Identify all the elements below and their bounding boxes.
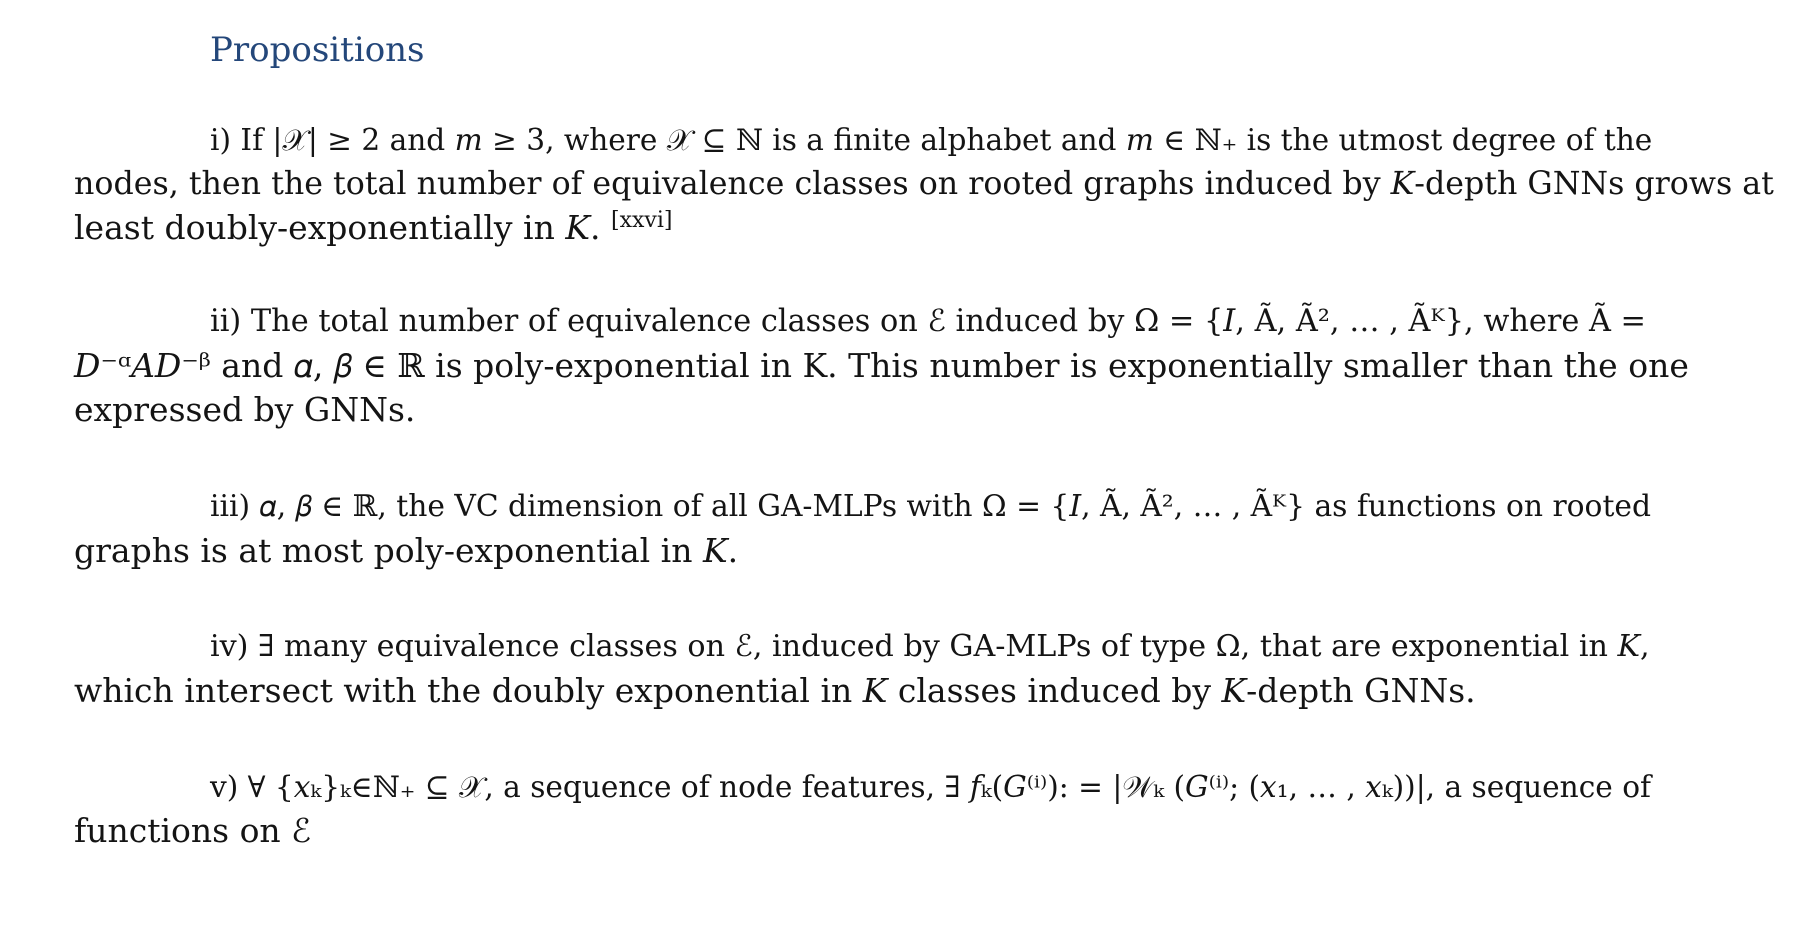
proposition-1-line-2: nodes, then the total number of equivalence classes on rooted graphs induced by 𝐾-depth GNNs grows at (74, 166, 1774, 202)
proposition-4-line-2: which intersect with the doubly exponential in 𝐾 classes induced by 𝐾-depth GNNs. (74, 671, 1476, 710)
proposition-1-line-3 (74, 206, 1774, 250)
proposition-4-line-1: iv) ∃ many equivalence classes on ℰ, induced by GA-MLPs of type Ω, that are exponential in 𝐾, (210, 629, 1650, 664)
proposition-3-line-1: iii) 𝛼, 𝛽 ∈ ℝ, the VC dimension of all GA-MLPs with Ω = {𝐼, Ã, Ã², … , Ãᴷ} as functions on rooted (210, 489, 1651, 524)
proposition-4 (74, 625, 1774, 713)
proposition-1 (74, 118, 1774, 250)
reference-marker[interactable]: [xxvi] (611, 208, 673, 233)
proposition-3 (74, 485, 1774, 573)
proposition-2-line-2: 𝐷⁻ᵅ𝐴𝐷⁻ᵝ and 𝛼, 𝛽 ∈ ℝ is poly-exponential in K. This number is exponentially smaller than the one (74, 346, 1689, 385)
proposition-5-line-1: v) ∀ {𝑥ₖ}ₖ∈ℕ₊ ⊆ 𝒳, a sequence of node features, ∃ 𝑓ₖ(𝐺⁽ⁱ⁾): = |𝒲ₖ (𝐺⁽ⁱ⁾; (𝑥₁, … , 𝑥ₖ))|, a sequence of (210, 770, 1651, 804)
proposition-3-line-2: graphs is at most poly-exponential in 𝐾. (74, 531, 739, 570)
proposition-5 (74, 765, 1774, 853)
proposition-2-line-1: ii) The total number of equivalence classes on ℰ induced by Ω = {𝐼, Ã, Ã², … , Ãᴷ}, where Ã = (210, 304, 1646, 339)
proposition-2 (74, 300, 1774, 432)
proposition-1-line-3-text: least doubly-exponentially in 𝐾. (74, 208, 601, 247)
proposition-5-line-2: functions on ℰ (74, 811, 312, 850)
section-heading: Propositions (210, 30, 425, 70)
proposition-2-line-3: expressed by GNNs. (74, 390, 416, 429)
proposition-1-line-1: i) If |𝒳| ≥ 2 and 𝑚 ≥ 3, where 𝒳 ⊆ ℕ is a finite alphabet and 𝑚 ∈ ℕ₊ is the utmost degree of the (210, 123, 1653, 157)
